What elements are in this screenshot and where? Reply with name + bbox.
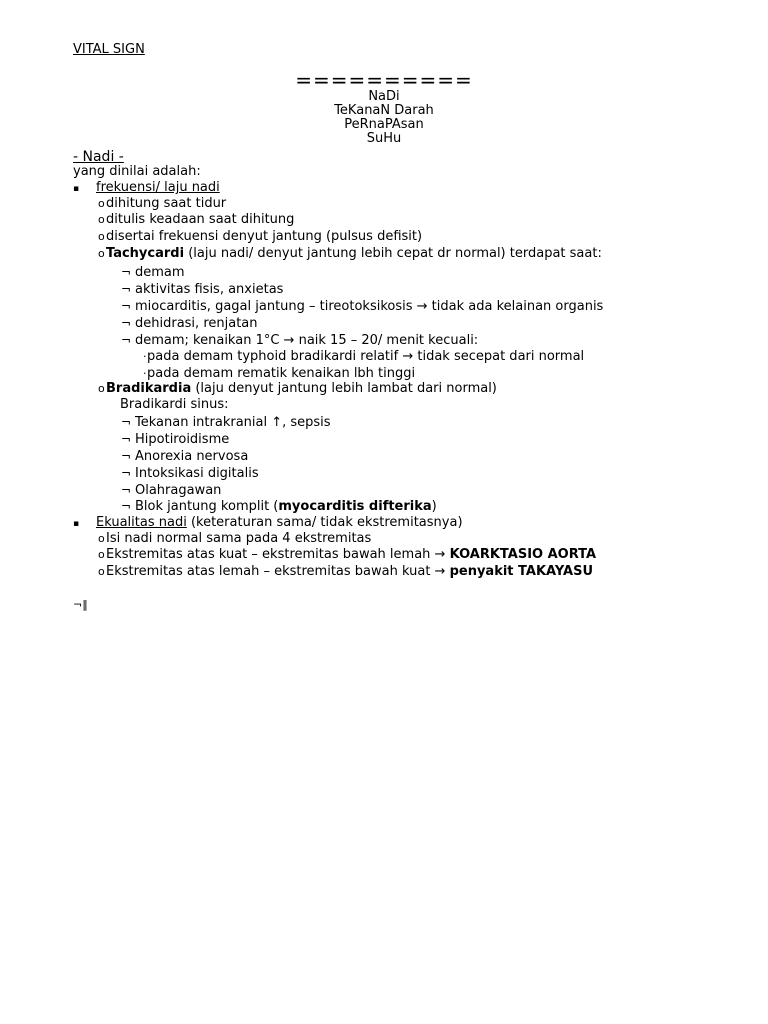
arrow-bullet-icon: ¬ bbox=[121, 432, 132, 446]
title-line-pernapasan: PeRnaPAsan bbox=[344, 117, 424, 132]
end-mark-icon: ¬‖ bbox=[73, 598, 88, 611]
list-item-text: dehidrasi, renjatan bbox=[135, 316, 258, 331]
list-item-text: pada demam rematik kenaikan lbh tinggi bbox=[147, 366, 416, 381]
myocarditis-term: myocarditis difterika bbox=[278, 499, 432, 514]
list-item bbox=[121, 264, 185, 281]
tachycardi-description: (laju nadi/ denyut jantung lebih cepat dr normal) terdapat saat: bbox=[184, 246, 602, 261]
list-item-text: ) bbox=[431, 499, 437, 514]
list-item-text: Tekanan intrakranial ↑, sepsis bbox=[135, 415, 331, 430]
tachycardi-item bbox=[98, 246, 602, 262]
list-item-text: Ekstremitas atas kuat – ekstremitas bawah lemah → bbox=[106, 547, 450, 562]
takayasu-term: penyakit TAKAYASU bbox=[449, 564, 594, 579]
list-item bbox=[143, 366, 415, 382]
list-item-text: Intoksikasi digitalis bbox=[135, 466, 259, 481]
ekualitas-description: (keteraturan sama/ tidak ekstremitasnya) bbox=[186, 515, 463, 530]
circle-bullet-icon: o bbox=[98, 197, 105, 210]
arrow-bullet-icon: ¬ bbox=[121, 265, 132, 279]
title-line-tekanan-darah: TeKanaN Darah bbox=[334, 103, 434, 118]
circle-bullet-icon: o bbox=[98, 247, 105, 260]
list-item bbox=[121, 332, 478, 349]
list-item bbox=[98, 196, 226, 212]
list-item bbox=[98, 564, 593, 580]
list-item bbox=[121, 298, 603, 315]
arrow-bullet-icon: ¬ bbox=[121, 483, 132, 497]
square-bullet-icon: ▪ bbox=[73, 519, 80, 529]
arrow-bullet-icon: ¬ bbox=[121, 333, 132, 347]
list-item-text: Ekstremitas atas lemah – ekstremitas bawah kuat → bbox=[106, 564, 450, 579]
list-item-text: Hipotiroidisme bbox=[135, 432, 230, 447]
title-separator: ========== bbox=[295, 68, 473, 92]
list-item bbox=[98, 547, 596, 563]
list-item-text: demam bbox=[135, 265, 185, 280]
circle-bullet-icon: o bbox=[98, 532, 105, 545]
tachycardi-term: Tachycardi bbox=[106, 246, 185, 261]
arrow-bullet-icon: ¬ bbox=[121, 415, 132, 429]
title-line-suhu: SuHu bbox=[366, 131, 402, 146]
list-item-text: demam; kenaikan 1°C → naik 15 – 20/ menit kecuali: bbox=[135, 333, 479, 348]
section-heading: - Nadi - bbox=[73, 149, 124, 165]
list-item-text: ditulis keadaan saat dihitung bbox=[106, 212, 295, 227]
list-item-text: pada demam typhoid bradikardi relatif → tidak secepat dari normal bbox=[147, 349, 585, 364]
list-item bbox=[121, 431, 229, 448]
list-item bbox=[98, 229, 422, 245]
list-item bbox=[121, 414, 331, 431]
dot-bullet-icon: · bbox=[143, 350, 147, 363]
list-item bbox=[98, 212, 294, 228]
list-item bbox=[98, 531, 371, 547]
list-item-text: miocarditis, gagal jantung – tireotoksikosis → tidak ada kelainan organis bbox=[135, 299, 604, 314]
list-item-text: Blok jantung komplit ( bbox=[135, 499, 279, 514]
list-item bbox=[121, 448, 248, 465]
koarktasio-aorta-term: KOARKTASIO AORTA bbox=[449, 547, 597, 562]
ekualitas-label: Ekualitas nadi bbox=[96, 515, 187, 530]
circle-bullet-icon: o bbox=[98, 382, 105, 395]
arrow-bullet-icon: ¬ bbox=[121, 466, 132, 480]
list-item bbox=[121, 498, 437, 515]
bradikardia-item bbox=[98, 381, 497, 397]
circle-bullet-icon: o bbox=[98, 548, 105, 561]
square-bullet-icon: ▪ bbox=[73, 184, 80, 194]
list-item bbox=[121, 315, 258, 332]
frekuensi-heading bbox=[73, 180, 220, 197]
list-item bbox=[121, 281, 283, 298]
list-item-text: dihitung saat tidur bbox=[106, 196, 227, 211]
dot-bullet-icon: · bbox=[143, 367, 147, 380]
bradikardi-sinus-label: Bradikardi sinus: bbox=[120, 397, 229, 412]
circle-bullet-icon: o bbox=[98, 565, 105, 578]
arrow-bullet-icon: ¬ bbox=[121, 449, 132, 463]
list-item-text: disertai frekuensi denyut jantung (pulsus defisit) bbox=[106, 229, 423, 244]
title-block bbox=[284, 70, 484, 146]
section-intro: yang dinilai adalah: bbox=[73, 164, 201, 179]
circle-bullet-icon: o bbox=[98, 213, 105, 226]
arrow-bullet-icon: ¬ bbox=[121, 282, 132, 296]
frekuensi-label: frekuensi/ laju nadi bbox=[96, 180, 220, 195]
bradikardia-description: (laju denyut jantung lebih lambat dari normal) bbox=[191, 381, 497, 396]
circle-bullet-icon: o bbox=[98, 230, 105, 243]
list-item-text: Isi nadi normal sama pada 4 ekstremitas bbox=[106, 531, 372, 546]
arrow-bullet-icon: ¬ bbox=[121, 499, 132, 513]
list-item-text: Anorexia nervosa bbox=[135, 449, 249, 464]
arrow-bullet-icon: ¬ bbox=[121, 316, 132, 330]
bradikardia-term: Bradikardia bbox=[106, 381, 192, 396]
ekualitas-heading bbox=[73, 515, 463, 532]
list-item-text: aktivitas fisis, anxietas bbox=[135, 282, 284, 297]
list-item bbox=[121, 465, 259, 482]
list-item bbox=[143, 349, 584, 365]
list-item bbox=[121, 482, 221, 499]
arrow-bullet-icon: ¬ bbox=[121, 299, 132, 313]
list-item-text: Olahragawan bbox=[135, 483, 222, 498]
title-line-nadi: NaDi bbox=[368, 89, 400, 104]
document-title: VITAL SIGN bbox=[73, 42, 145, 57]
